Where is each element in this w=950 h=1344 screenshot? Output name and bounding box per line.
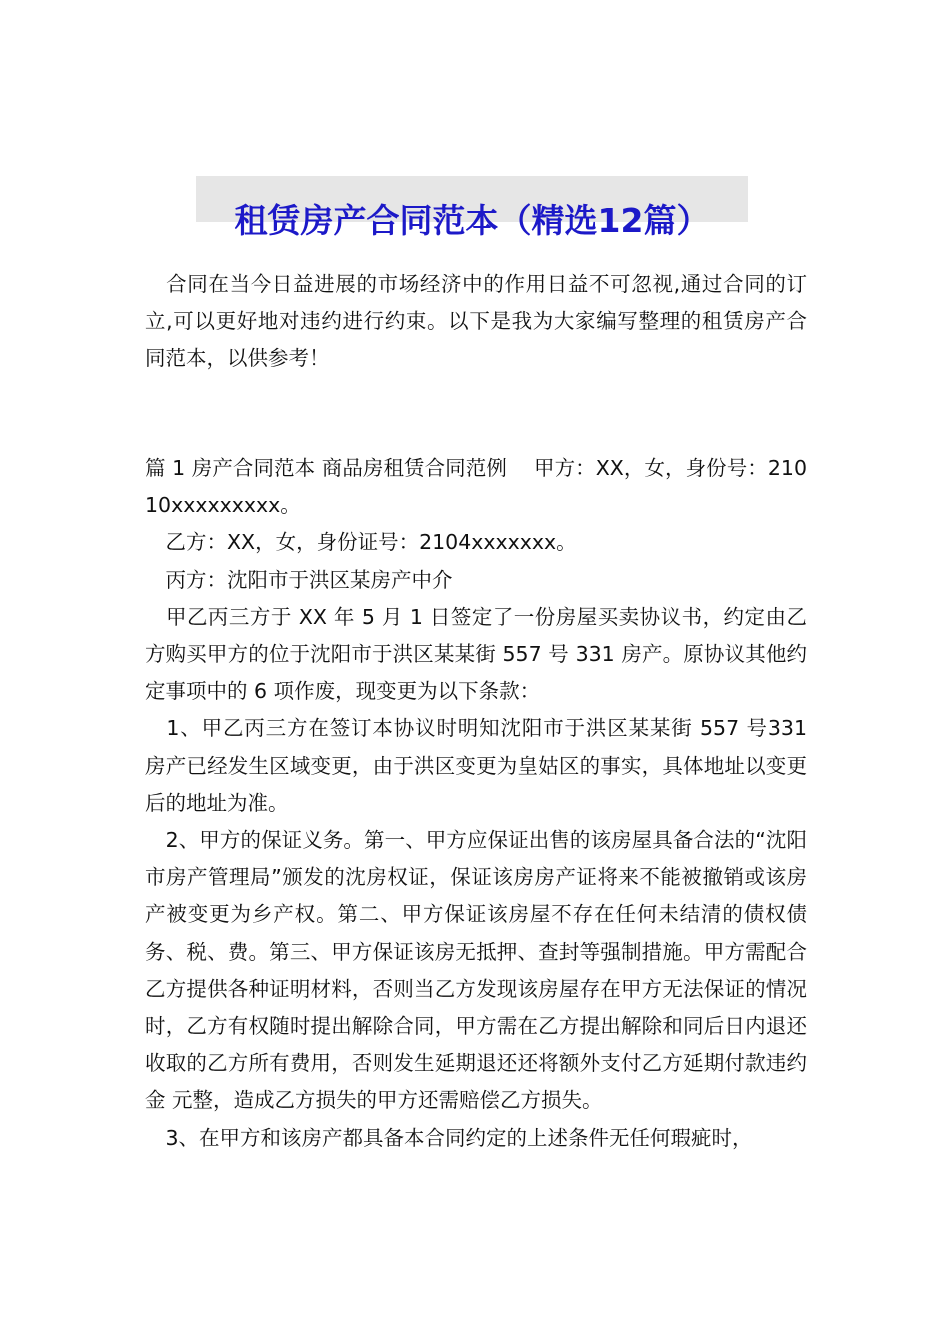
paragraph-agreement: 甲乙丙三方于 XX 年 5 月 1 日签定了一份房屋买卖协议书，约定由乙方购买甲方的位于沈阳市于洪区某某街 557 号 331 房产。原协议其他约定事项中的 6 项作废，现变更为以下条款： xyxy=(145,604,807,704)
intro-paragraph: 合同在当今日益进展的市场经济中的作用日益不可忽视,通过合同的订立,可以更好地对违约进行约束。以下是我为大家编写整理的租赁房产合同范本，以供参考！ xyxy=(145,272,807,370)
paragraph-clause-2: 2、甲方的保证义务。第一、甲方应保证出售的该房屋具备合法的“沈阳市房产管理局”颁发的沈房权证，保证该房房产证将来不能被撤销或该房产被变更为乡产权。第二、甲方保证该房屋不存在任何未结清的债权债务、税、费。第三、甲方保证该房无抵押、查封等强制措施。甲方需配合乙方提供各种证明材料，否则当乙方发现该房屋存在甲方无法保证的情况时，乙方有权随时提出解除合同，甲方需在乙方提出解除和同后日内退还收取的乙方所有费用，否则发生延期退还还将额外支付乙方延期付款违约金 元整，造成乙方损失的甲方还需赔偿乙方损失。 xyxy=(145,828,807,1113)
paragraph-party-c: 丙方：沈阳市于洪区某房产中介 xyxy=(145,567,453,592)
paragraph-clause-3: 3、在甲方和该房产都具备本合同约定的上述条件无任何瑕疵时， xyxy=(145,1125,753,1150)
document-title: 租赁房产合同范本（精选12篇） xyxy=(234,201,710,241)
paragraph-clause-1: 1、甲乙丙三方在签订本协议时明知沈阳市于洪区某某街 557 号331 房产已经发生区域变更，由于洪区变更为皇姑区的事实，具体地址以变更后的地址为准。 xyxy=(145,716,807,815)
paragraph-party-b: 乙方：XX，女，身份证号：2104xxxxxxx。 xyxy=(145,530,577,555)
paragraph-party-a: 篇 1 房产合同范本 商品房租赁合同范例 甲方：XX，女，身份号：21010xxxxxxxxx。 xyxy=(145,456,807,518)
contract-body xyxy=(145,450,807,1157)
intro-section xyxy=(145,266,807,377)
